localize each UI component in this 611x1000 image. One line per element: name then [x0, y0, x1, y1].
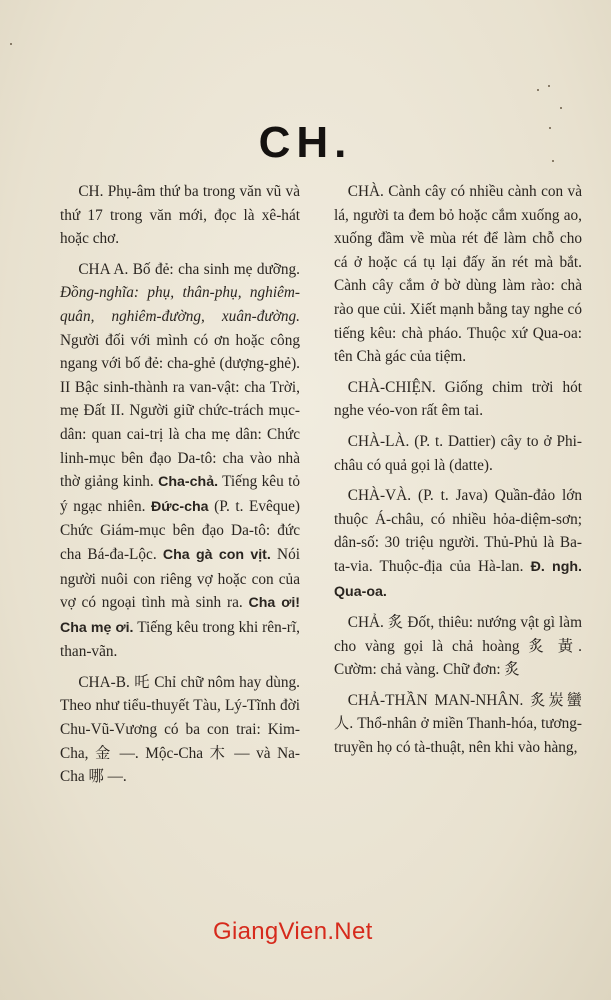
entry-text: Nói người nuôi con riêng vợ hoặc con của vợ có ngoại tình mà sinh ra.: [60, 545, 300, 612]
entry-keyword: Đức-cha: [150, 498, 209, 515]
entry-text: CHẢ-THẦN MAN-NHÂN. 炙炭蠻人. Thổ-nhân ở miền Thanh-hóa, tương-truyền họ có tà-thuật, nên khi vào hàng,: [334, 691, 582, 757]
entry-text: CH. Phụ-âm thứ ba trong văn vũ và thứ 17 trong văn mới, đọc là xê-hát hoặc chơ.: [60, 183, 300, 248]
entry-text: Người đối với mình có ơn hoặc công ngang với bố đẻ: cha-ghẻ (dượng-ghẻ). II Bậc sinh-thành ra van-vật: cha Trời, mẹ Đất II. Người giữ chức-trách mục-dân: quan cai-trị là cha mẹ dân: Chức linh-mục bên đạo Da-tô: cha vào nhà thờ giảng kinh.: [60, 331, 300, 491]
entry-keyword: Cha-chả.: [158, 474, 219, 491]
dictionary-entry-cha-va: [334, 484, 582, 604]
entry-keyword: Cha ơi! Cha mẹ ơi.: [60, 595, 300, 636]
entry-text: CHÀ-LÀ. (P. t. Dattier) cây to ở Phi-châu có quả gọi là (datte).: [334, 432, 582, 474]
dictionary-entry-cha-a: [60, 258, 300, 664]
dictionary-entry-cha-chien: [334, 376, 582, 423]
entry-text: CHẢ. 炙 Đốt, thiêu: nướng vật gì làm cho vàng gọi là chả hoàng 炙 黃. Cườm: chả vàng. Chữ đơn: 炙: [334, 614, 582, 679]
entry-keyword: Cha gà con vịt.: [162, 546, 271, 563]
entry-text: Tiếng kêu tỏ ý ngạc nhiên.: [60, 473, 300, 515]
entry-text: CHÀ-VÀ. (P. t. Java) Quần-đảo lớn thuộc Á-châu, có nhiều hỏa-diệm-sơn; dân-số: 30 triệu người. Thủ-Phủ là Ba-ta-via. Thuộc-địa của Hà-lan.: [334, 487, 582, 575]
entry-text: (P. t. Evêque) Chức Giám-mục bên đạo Da-tô: đức cha Bá-đa-Lộc.: [60, 497, 300, 563]
paper-speck: [548, 85, 550, 87]
dictionary-entry-ch: [60, 180, 300, 251]
dictionary-entry-cha-la: [334, 430, 582, 477]
dictionary-entry-cha-hoi: [334, 611, 582, 682]
entry-text: CHA A. Bố đẻ: cha sinh mẹ dưỡng.: [78, 260, 300, 278]
dictionary-entry-cha-huyen: [334, 180, 582, 369]
entry-keyword: Đ. ngh. Qua-oa.: [334, 558, 582, 600]
paper-speck: [560, 107, 562, 109]
paper-speck: [10, 43, 12, 45]
watermark-text: GiangVien.Net: [213, 918, 373, 945]
entry-synonyms: Đồng-nghĩa: phụ, thân-phụ, nghiêm-quân, nghiêm-đường, xuân-đường.: [60, 284, 300, 325]
paper-speck: [552, 160, 554, 162]
entry-text: CHÀ. Cành cây có nhiều cành con và lá, người ta đem bỏ hoặc cắm xuống ao, xuống đầm về mùa rét để làm chỗ cho cá ở hoặc cá tụ lại đấy ăn rét mà bắt. Cành cây cắm ở bờ dùng làm rào: chà rào que củi. Xiết mạnh bằng tay nghe có tiếng kêu: chà pháo. Thuộc xứ Qua-oa: tên Chà gác của tiệm.: [334, 183, 582, 366]
paper-speck: [537, 89, 539, 91]
right-column: [334, 180, 582, 767]
entry-text: CHA-B. 吒 Chỉ chữ nôm hay dùng. Theo như tiểu-thuyết Tàu, Lý-Tĩnh đời Chu-Vũ-Vương có ba con trai: Kim-Cha, 金 —. Mộc-Cha 木 — và Na-Cha 哪 —.: [60, 673, 300, 786]
entry-text: Tiếng kêu trong khi rên-rĩ, than-vãn.: [60, 618, 300, 661]
entry-text: CHÀ-CHIỆN. Giống chim trời hót nghe véo-von rất êm tai.: [334, 378, 582, 420]
left-column: [60, 180, 300, 796]
page-heading: CH.: [258, 118, 353, 167]
paper-speck: [549, 127, 551, 129]
dictionary-entry-cha-b: [60, 671, 300, 789]
dictionary-entry-cha-than: [334, 689, 582, 760]
